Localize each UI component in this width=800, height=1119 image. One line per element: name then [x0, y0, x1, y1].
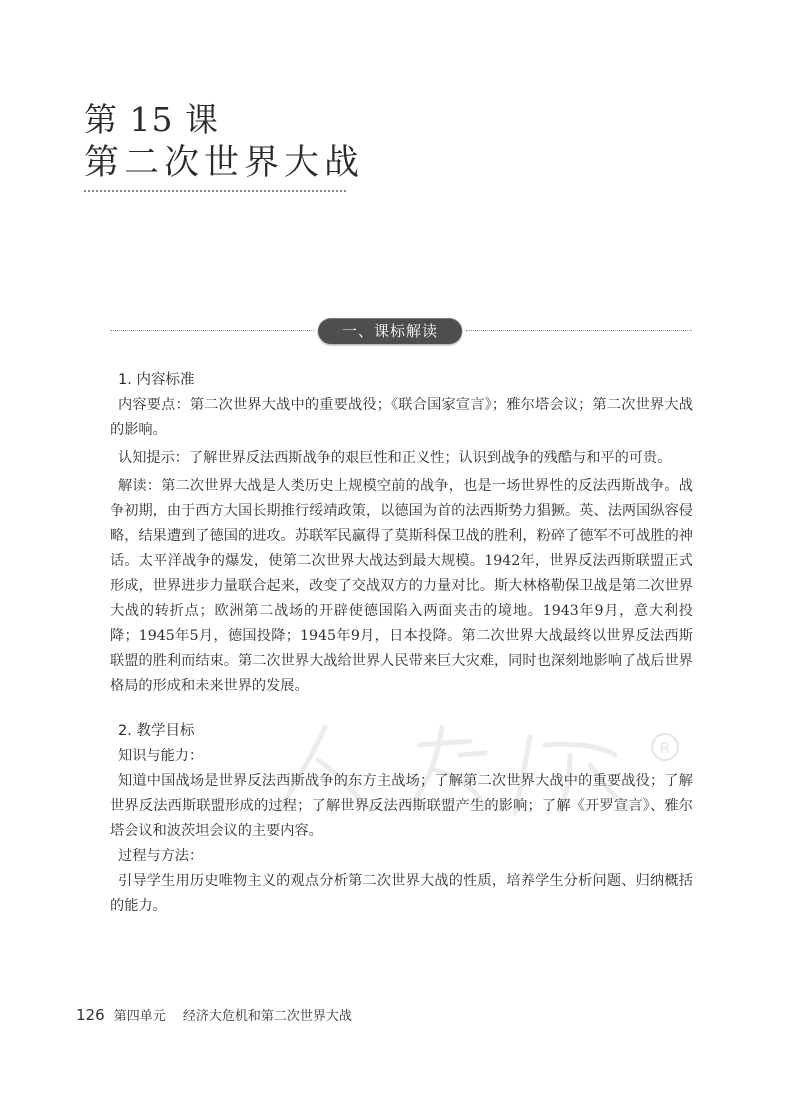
title-underline [84, 190, 346, 192]
page-footer [76, 1005, 352, 1024]
footer-unit: 第四单元 [113, 1009, 166, 1024]
section-header [110, 316, 692, 346]
knowledge-text: 知道中国战场是世界反法西斯战争的东方主战场；了解第二次世界大战中的重要战役；了解世界反法西斯联盟形成的过程；了解世界反法西斯联盟产生的影响；了解《开罗宣言》、雅尔塔会议和波茨坦会议的主要内容。 [110, 773, 693, 839]
main-content [110, 368, 693, 919]
process-label: 过程与方法： [118, 848, 204, 864]
process-text: 引导学生用历史唯物主义的观点分析第二次世界大战的性质，培养学生分析问题、归纳概括的能力。 [110, 873, 693, 914]
interpretation: 解读：第二次世界大战是人类历史上规模空前的战争，也是一场世界性的反法西斯战争。战争初期，由于西方大国长期推行绥靖政策，以德国为首的法西斯势力猖獗。英、法两国纵容侵略，结果遭到了德国的进攻。苏联军民赢得了莫斯科保卫战的胜利，粉碎了德军不可战胜的神话。太平洋战争的爆发，使第二次世界大战达到最大规模。1942年，世界反法西斯联盟正式形成，世界进步力量联合起来，改变了交战双方的力量对比。斯大林格勒保卫战是第二次世界大战的转折点；欧洲第二战场的开辟使德国陷入两面夹击的境地。1943年9月，意大利投降；1945年5月，德国投降；1945年9月，日本投降。第二次世界大战最终以世界反法西斯联盟的胜利而结束。第二次世界大战给世界人民带来巨大灾难，同时也深刻地影响了战后世界格局的形成和未来世界的发展。 [110, 478, 693, 694]
part2-heading: 2. 教学目标 [118, 723, 195, 739]
section-rule-right [466, 330, 692, 331]
lesson-title: 第二次世界大战 [84, 143, 365, 183]
knowledge-label: 知识与能力： [118, 748, 204, 764]
page-number: 126 [76, 1006, 105, 1024]
footer-unit-title: 经济大危机和第二次世界大战 [182, 1009, 352, 1024]
part1-heading: 1. 内容标准 [118, 372, 195, 388]
lesson-title-block [84, 100, 365, 192]
svg-text:R: R [659, 739, 671, 757]
lesson-number: 第 15 课 [84, 100, 219, 139]
content-points: 内容要点：第二次世界大战中的重要战役；《联合国家宣言》；雅尔塔会议；第二次世界大战的影响。 [110, 397, 693, 438]
section-rule-left [110, 330, 314, 331]
cognitive-hint: 认知提示：了解世界反法西斯战争的艰巨性和正义性；认识到战争的残酷与和平的可贵。 [118, 450, 672, 466]
section-title: 一、课标解读 [318, 318, 462, 344]
